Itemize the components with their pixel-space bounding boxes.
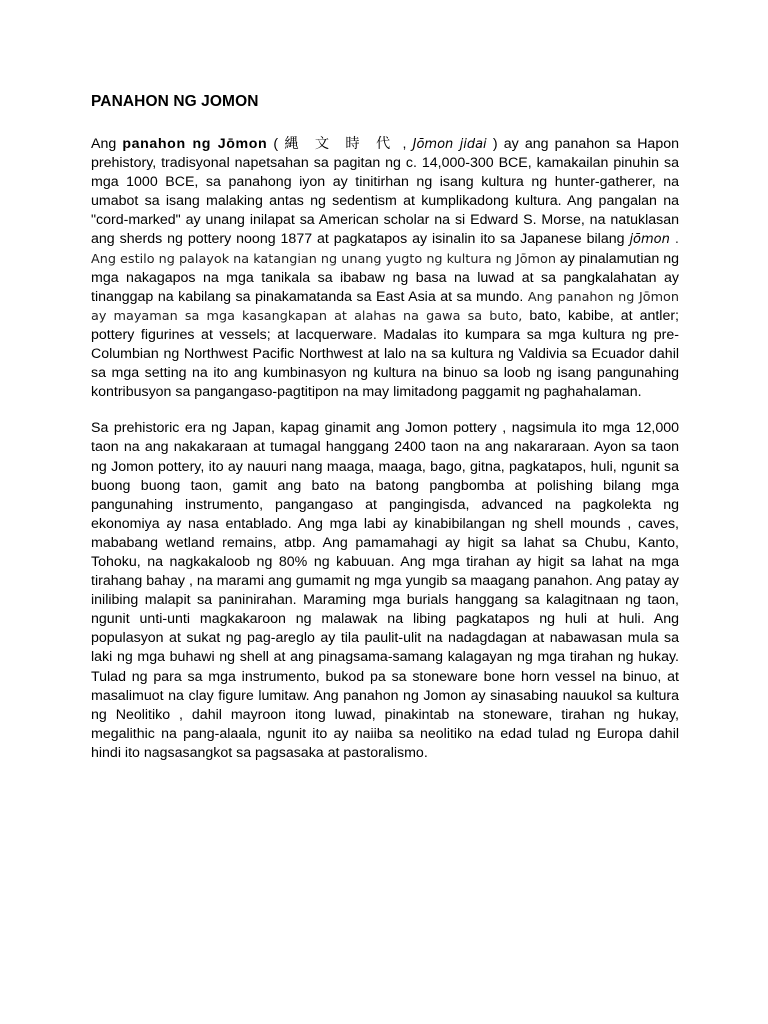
p1-text-i: . Ang estilo ng palayok na katangian ng unang yugto ng kultura ng Jōmon xyxy=(91,232,679,267)
p1-text-l: bato, kabibe, at antler; pottery figurines at vessels; at lacquerware. Madalas ito kumpara sa mga kultura ng pre-Columbian ng Northwest Pacific Northwest at lalo na sa kultura ng Valdivia sa Ecuador dahil sa mga setting na ito ang kumbinasyon ng kultura na binuo sa loob ng isang pangunahing kontribusyon sa pangangaso-pagtitipon na may limitadong paggamit ng paghahalaman. xyxy=(91,307,679,401)
paragraph-1 xyxy=(91,135,679,402)
p1-text-j: ay pinalamutian ng mga nakagapos na mga tanikala sa ibabaw ng basa na luwad at sa pangkalahatan ay tinanggap na kabilang sa pinakamatanda sa East Asia at sa mundo. xyxy=(91,250,679,305)
p1-text-e: , xyxy=(396,136,413,152)
p1-kanji: 縄 文 時 代 xyxy=(284,136,397,152)
p1-romaji-italic: Jōmon jidai xyxy=(412,137,487,152)
p1-jomon-italic: jōmon xyxy=(629,232,670,248)
p1-text-c: ( xyxy=(267,136,285,152)
p1-text-a: Ang xyxy=(91,136,123,152)
p1-text-g: ) ay ang panahon sa Hapon prehistory, tradisyonal napetsahan sa pagitan ng c. 14,000-300 BCE, kamakailan pinuhin sa mga 1000 BCE, sa panahong iyon ay tinitirhan ng isang kultura ng hunter-gatherer, na umabot sa isang malaking antas ng sedentism at kumplikadong kultura. Ang pangalan na "cord-marked" ay unang inilapat sa American scholar na si Edward S. Morse, na natuklasan ang sherds ng pottery noong 1877 at pagkatapos ay isinalin ito sa Japanese bilang xyxy=(91,136,679,248)
p1-term-bold: panahon ng Jōmon xyxy=(122,136,268,152)
document-body xyxy=(91,135,679,780)
paragraph-2: Sa prehistoric era ng Japan, kapag ginamit ang Jomon pottery , nagsimula ito mga 12,000 taon na ang nakakaraan at tumagal hanggang 2400 taon na ang nakararaan. Ayon sa taon ng Jomon pottery, ito ay nauuri nang maaga, maaga, bago, gitna, pagkatapos, huli, ngunit sa buong buong taon, gamit ang bato na batong pangbomba at polishing bilang mga pangunahing instrumento, pangangaso at pangingisda, advanced na pagkolekta ng ekonomiya ay nasa entablado. Ang mga labi ay kinabibilangan ng shell mounds , caves, mababang wetland remains, atbp. Ang pamamahagi ay higit sa lahat sa Chubu, Kanto, Tohoku, na nagkakaloob ng 80% ng kabuuan. Ang mga tirahan ay higit sa lahat na mga tirahang bahay , na marami ang gumamit ng mga yungib sa maagang panahon. Ang patay ay inilibing malapit sa paninirahan. Maraming mga burials hanggang sa kalagitnaan ng taon, ngunit unti-unti magkakaroon ng malawak na libing pagkatapos ng huli at huli. Ang populasyon at sukat ng pag-areglo ay tila paulit-ulit na nadagdagan at nabawasan mula sa laki ng mga buhawi ng shell at ang pinagsama-samang kalagayan ng mga tirahan ng hukay. Tulad ng para sa mga instrumento, bukod pa sa stoneware bone horn vessel na binuo, at masalimuot na clay figure lumitaw. Ang panahon ng Jomon ay sinasabing nauukol sa kultura ng Neolitiko , dahil mayroon itong luwad, pinakintab na stoneware, tirahan ng hukay, megalithic na pang-alaala, ngunit ito ay naiiba sa neolitiko na edad tulad ng Europa dahil hindi ito nagsasangkot sa pagsasaka at pastoralismo. xyxy=(91,420,679,761)
p1-text-k: Ang panahon ng Jōmon ay mayaman sa mga kasangkapan at alahas na gawa sa buto, xyxy=(91,289,679,324)
page-title: PANAHON NG JOMON xyxy=(91,93,259,110)
